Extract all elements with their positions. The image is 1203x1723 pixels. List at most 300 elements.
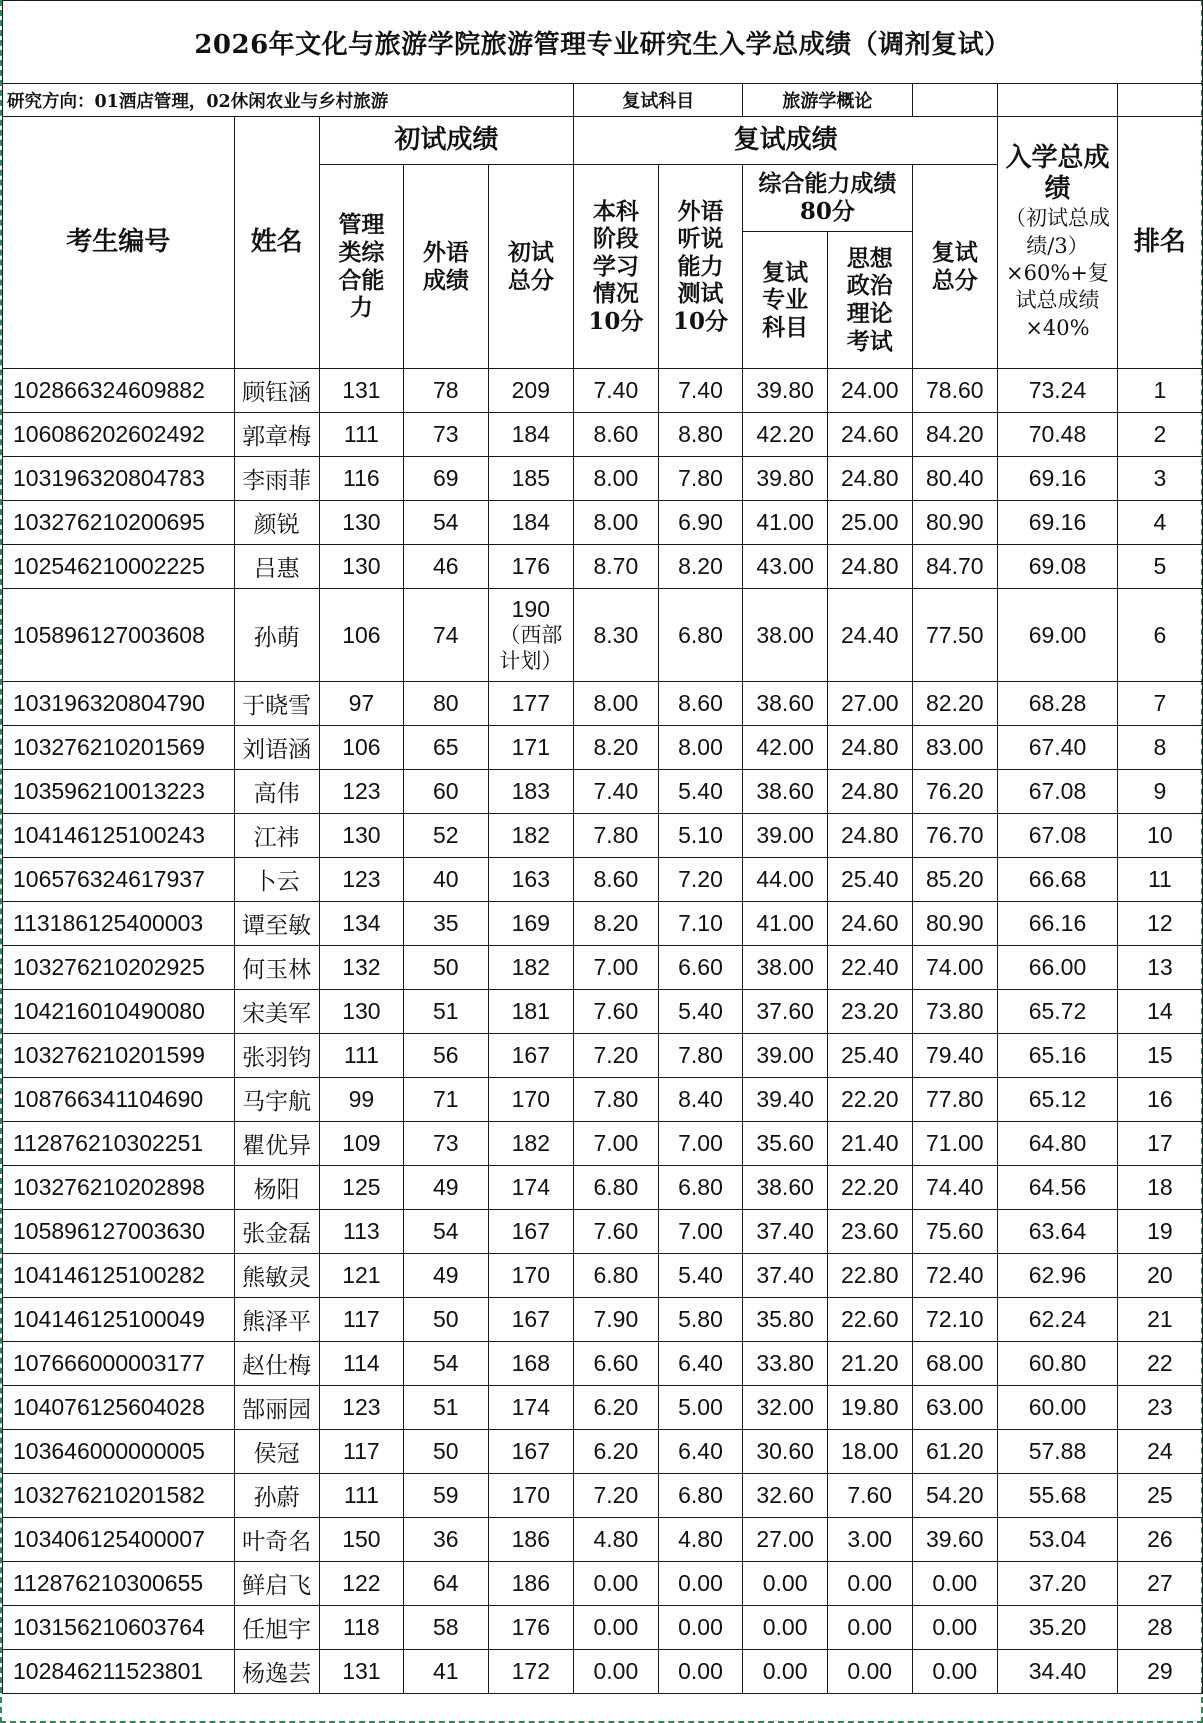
cell-major: 33.80	[743, 1342, 828, 1386]
cell-retest-total: 39.60	[912, 1518, 998, 1562]
cell-prelim-total	[488, 589, 574, 682]
cell-prelim-lang: 73	[404, 1122, 489, 1166]
cell-listening: 5.40	[658, 1254, 743, 1298]
cell-retest-total: 61.20	[912, 1430, 998, 1474]
cell-name: 吕惠	[234, 545, 319, 589]
cell-listening: 6.90	[658, 501, 743, 545]
table-row	[3, 1254, 1203, 1298]
table-row	[3, 1606, 1203, 1650]
cell-rank: 7	[1117, 682, 1202, 726]
cell-politics: 18.00	[827, 1430, 912, 1474]
cell-exam-id: 103196320804790	[3, 682, 235, 726]
cell-retest-total: 74.00	[912, 946, 998, 990]
cell-name: 宋美军	[234, 990, 319, 1034]
cell-retest-total: 76.70	[912, 814, 998, 858]
cell-admission-total: 53.04	[998, 1518, 1118, 1562]
cell-prelim-mgmt: 134	[319, 902, 403, 946]
cell-listening: 7.80	[658, 1034, 743, 1078]
cell-prelim-lang: 50	[404, 1430, 489, 1474]
header-undergrad: 本科阶段学习情况10分	[574, 165, 659, 369]
cell-exam-id: 102866324609882	[3, 369, 235, 413]
cell-name: 刘语涵	[234, 726, 319, 770]
cell-prelim-total: 184	[488, 413, 574, 457]
cell-rank: 11	[1117, 858, 1202, 902]
cell-retest-total: 84.20	[912, 413, 998, 457]
cell-undergrad: 6.80	[574, 1166, 659, 1210]
cell-undergrad: 6.80	[574, 1254, 659, 1298]
cell-prelim-lang: 50	[404, 1298, 489, 1342]
table-row	[3, 726, 1203, 770]
cell-undergrad: 8.60	[574, 413, 659, 457]
cell-exam-id: 106086202602492	[3, 413, 235, 457]
cell-rank: 12	[1117, 902, 1202, 946]
cell-prelim-mgmt: 123	[319, 770, 403, 814]
cell-name: 李雨菲	[234, 457, 319, 501]
table-row	[3, 1562, 1203, 1606]
cell-listening: 5.80	[658, 1298, 743, 1342]
cell-rank: 18	[1117, 1166, 1202, 1210]
cell-listening: 7.10	[658, 902, 743, 946]
cell-prelim-lang: 46	[404, 545, 489, 589]
cell-major: 37.40	[743, 1254, 828, 1298]
cell-admission-total: 66.68	[998, 858, 1118, 902]
cell-prelim-lang: 54	[404, 1210, 489, 1254]
cell-name: 谭至敏	[234, 902, 319, 946]
cell-undergrad: 7.00	[574, 946, 659, 990]
cell-prelim-mgmt: 130	[319, 545, 403, 589]
header-retest: 复试成绩	[574, 117, 998, 165]
cell-prelim-total: 167	[488, 1210, 574, 1254]
cell-rank: 15	[1117, 1034, 1202, 1078]
cell-listening: 5.40	[658, 990, 743, 1034]
cell-exam-id: 103276210202925	[3, 946, 235, 990]
cell-prelim-mgmt: 106	[319, 589, 403, 682]
cell-exam-id: 112876210302251	[3, 1122, 235, 1166]
cell-prelim-mgmt: 150	[319, 1518, 403, 1562]
cell-rank: 20	[1117, 1254, 1202, 1298]
cell-exam-id: 104146125100282	[3, 1254, 235, 1298]
cell-politics: 24.40	[827, 589, 912, 682]
cell-rank: 26	[1117, 1518, 1202, 1562]
cell-listening: 6.80	[658, 589, 743, 682]
cell-rank: 5	[1117, 545, 1202, 589]
cell-retest-total: 77.80	[912, 1078, 998, 1122]
cell-listening: 7.80	[658, 457, 743, 501]
cell-admission-total: 67.08	[998, 770, 1118, 814]
cell-name: 顾钰涵	[234, 369, 319, 413]
cell-listening: 7.40	[658, 369, 743, 413]
cell-prelim-mgmt: 111	[319, 1474, 403, 1518]
cell-politics: 23.60	[827, 1210, 912, 1254]
cell-admission-total: 73.24	[998, 369, 1118, 413]
cell-exam-id: 103276210201599	[3, 1034, 235, 1078]
cell-rank: 3	[1117, 457, 1202, 501]
cell-rank: 4	[1117, 501, 1202, 545]
table-row	[3, 990, 1203, 1034]
cell-prelim-lang: 35	[404, 902, 489, 946]
cell-prelim-lang: 51	[404, 990, 489, 1034]
prelim-note: （西部计划）	[499, 623, 563, 673]
cell-exam-id: 103596210013223	[3, 770, 235, 814]
cell-name: 鲜启飞	[234, 1562, 319, 1606]
cell-major: 35.60	[743, 1122, 828, 1166]
cell-listening: 0.00	[658, 1650, 743, 1694]
cell-prelim-lang: 58	[404, 1606, 489, 1650]
header-prelim-total: 初试总分	[488, 165, 574, 369]
header-comprehensive: 综合能力成绩80分	[743, 165, 912, 232]
cell-politics: 24.60	[827, 413, 912, 457]
table-row	[3, 501, 1203, 545]
cell-prelim-lang: 41	[404, 1650, 489, 1694]
cell-major: 38.60	[743, 770, 828, 814]
cell-undergrad: 8.00	[574, 501, 659, 545]
cell-exam-id: 103646000000005	[3, 1430, 235, 1474]
cell-rank: 25	[1117, 1474, 1202, 1518]
cell-major: 42.20	[743, 413, 828, 457]
cell-major: 43.00	[743, 545, 828, 589]
cell-prelim-lang: 50	[404, 946, 489, 990]
cell-undergrad: 6.20	[574, 1386, 659, 1430]
cell-undergrad: 7.40	[574, 770, 659, 814]
cell-retest-total: 78.60	[912, 369, 998, 413]
cell-listening: 7.00	[658, 1210, 743, 1254]
cell-prelim-mgmt: 118	[319, 1606, 403, 1650]
cell-politics: 21.20	[827, 1342, 912, 1386]
cell-listening: 5.10	[658, 814, 743, 858]
cell-retest-total: 0.00	[912, 1650, 998, 1694]
cell-name: 叶奇名	[234, 1518, 319, 1562]
header-retest-total: 复试总分	[912, 165, 998, 369]
cell-undergrad: 8.20	[574, 902, 659, 946]
cell-prelim-mgmt: 97	[319, 682, 403, 726]
cell-politics: 25.40	[827, 1034, 912, 1078]
cell-retest-total: 0.00	[912, 1562, 998, 1606]
cell-major: 41.00	[743, 501, 828, 545]
cell-retest-total: 71.00	[912, 1122, 998, 1166]
cell-prelim-lang: 54	[404, 501, 489, 545]
cell-prelim-mgmt: 130	[319, 814, 403, 858]
cell-prelim-mgmt: 114	[319, 1342, 403, 1386]
cell-undergrad: 6.60	[574, 1342, 659, 1386]
cell-admission-total: 63.64	[998, 1210, 1118, 1254]
header-id: 考生编号	[3, 117, 235, 369]
cell-politics: 22.80	[827, 1254, 912, 1298]
cell-rank: 6	[1117, 589, 1202, 682]
cell-admission-total: 69.16	[998, 457, 1118, 501]
cell-retest-total: 72.40	[912, 1254, 998, 1298]
cell-undergrad: 0.00	[574, 1606, 659, 1650]
cell-major: 37.40	[743, 1210, 828, 1254]
cell-admission-total: 62.24	[998, 1298, 1118, 1342]
cell-prelim-total: 167	[488, 1034, 574, 1078]
cell-prelim-total: 170	[488, 1078, 574, 1122]
cell-listening: 8.40	[658, 1078, 743, 1122]
cell-prelim-mgmt: 121	[319, 1254, 403, 1298]
cell-politics: 24.80	[827, 770, 912, 814]
cell-exam-id: 102846211523801	[3, 1650, 235, 1694]
table-row	[3, 1034, 1203, 1078]
header-listening: 外语听说能力测试10分	[658, 165, 743, 369]
cell-listening: 6.60	[658, 946, 743, 990]
empty-meta-cell	[912, 84, 998, 117]
cell-exam-id: 104216010490080	[3, 990, 235, 1034]
cell-prelim-lang: 40	[404, 858, 489, 902]
cell-major: 37.60	[743, 990, 828, 1034]
cell-politics: 3.00	[827, 1518, 912, 1562]
cell-name: 杨阳	[234, 1166, 319, 1210]
cell-rank: 28	[1117, 1606, 1202, 1650]
cell-rank: 23	[1117, 1386, 1202, 1430]
cell-exam-id: 106576324617937	[3, 858, 235, 902]
cell-undergrad: 7.60	[574, 990, 659, 1034]
table-row	[3, 589, 1203, 682]
cell-name: 杨逸芸	[234, 1650, 319, 1694]
cell-prelim-mgmt: 131	[319, 1650, 403, 1694]
cell-prelim-total: 182	[488, 1122, 574, 1166]
cell-prelim-total: 209	[488, 369, 574, 413]
cell-prelim-total: 170	[488, 1254, 574, 1298]
table-row	[3, 1474, 1203, 1518]
cell-admission-total: 65.72	[998, 990, 1118, 1034]
prelim-total-value: 190	[511, 596, 551, 623]
cell-listening: 4.80	[658, 1518, 743, 1562]
cell-retest-total: 80.40	[912, 457, 998, 501]
cell-exam-id: 103156210603764	[3, 1606, 235, 1650]
cell-prelim-total: 174	[488, 1166, 574, 1210]
cell-prelim-mgmt: 117	[319, 1298, 403, 1342]
cell-admission-total: 62.96	[998, 1254, 1118, 1298]
header-name: 姓名	[234, 117, 319, 369]
cell-listening: 7.00	[658, 1122, 743, 1166]
cell-prelim-total: 174	[488, 1386, 574, 1430]
cell-admission-total: 68.28	[998, 682, 1118, 726]
cell-retest-total: 68.00	[912, 1342, 998, 1386]
cell-name: 任旭宇	[234, 1606, 319, 1650]
cell-prelim-total: 169	[488, 902, 574, 946]
cell-prelim-total: 181	[488, 990, 574, 1034]
cell-undergrad: 8.30	[574, 589, 659, 682]
cell-undergrad: 8.20	[574, 726, 659, 770]
cell-rank: 22	[1117, 1342, 1202, 1386]
cell-prelim-lang: 59	[404, 1474, 489, 1518]
cell-name: 孙蔚	[234, 1474, 319, 1518]
cell-retest-total: 82.20	[912, 682, 998, 726]
cell-rank: 29	[1117, 1650, 1202, 1694]
cell-prelim-total: 186	[488, 1518, 574, 1562]
cell-admission-total: 69.16	[998, 501, 1118, 545]
cell-prelim-lang: 52	[404, 814, 489, 858]
cell-major: 39.80	[743, 457, 828, 501]
cell-listening: 6.40	[658, 1430, 743, 1474]
cell-prelim-mgmt: 130	[319, 990, 403, 1034]
cell-politics: 23.20	[827, 990, 912, 1034]
cell-politics: 27.00	[827, 682, 912, 726]
cell-listening: 6.80	[658, 1474, 743, 1518]
cell-prelim-lang: 64	[404, 1562, 489, 1606]
cell-politics: 24.00	[827, 369, 912, 413]
cell-rank: 21	[1117, 1298, 1202, 1342]
cell-prelim-mgmt: 125	[319, 1166, 403, 1210]
cell-prelim-mgmt: 111	[319, 413, 403, 457]
cell-exam-id: 112876210300655	[3, 1562, 235, 1606]
empty-meta-cell	[1117, 84, 1202, 117]
table-row	[3, 545, 1203, 589]
header-admission	[998, 117, 1118, 369]
cell-undergrad: 7.80	[574, 1078, 659, 1122]
cell-politics: 22.20	[827, 1078, 912, 1122]
cell-admission-total: 64.56	[998, 1166, 1118, 1210]
cell-politics: 24.80	[827, 545, 912, 589]
cell-prelim-total: 167	[488, 1430, 574, 1474]
cell-undergrad: 7.60	[574, 1210, 659, 1254]
cell-exam-id: 103276210201569	[3, 726, 235, 770]
cell-rank: 2	[1117, 413, 1202, 457]
cell-major: 41.00	[743, 902, 828, 946]
score-table	[2, 0, 1203, 1694]
cell-prelim-lang: 78	[404, 369, 489, 413]
cell-politics: 24.60	[827, 902, 912, 946]
cell-prelim-lang: 69	[404, 457, 489, 501]
cell-rank: 10	[1117, 814, 1202, 858]
cell-exam-id: 104146125100049	[3, 1298, 235, 1342]
cell-retest-total: 54.20	[912, 1474, 998, 1518]
cell-name: 熊泽平	[234, 1298, 319, 1342]
cell-exam-id: 113186125400003	[3, 902, 235, 946]
cell-listening: 0.00	[658, 1562, 743, 1606]
cell-undergrad: 8.70	[574, 545, 659, 589]
cell-prelim-total: 183	[488, 770, 574, 814]
cell-prelim-mgmt: 111	[319, 1034, 403, 1078]
cell-exam-id: 102546210002225	[3, 545, 235, 589]
cell-undergrad: 8.00	[574, 682, 659, 726]
cell-politics: 0.00	[827, 1562, 912, 1606]
cell-rank: 13	[1117, 946, 1202, 990]
cell-retest-total: 79.40	[912, 1034, 998, 1078]
cell-exam-id: 104146125100243	[3, 814, 235, 858]
cell-prelim-mgmt: 130	[319, 501, 403, 545]
cell-retest-total: 85.20	[912, 858, 998, 902]
cell-major: 39.00	[743, 1034, 828, 1078]
cell-rank: 9	[1117, 770, 1202, 814]
cell-prelim-lang: 65	[404, 726, 489, 770]
cell-prelim-mgmt: 117	[319, 1430, 403, 1474]
cell-undergrad: 6.20	[574, 1430, 659, 1474]
cell-exam-id: 108766341104690	[3, 1078, 235, 1122]
table-row	[3, 413, 1203, 457]
cell-exam-id: 103276210202898	[3, 1166, 235, 1210]
cell-admission-total: 69.00	[998, 589, 1118, 682]
cell-listening: 8.60	[658, 682, 743, 726]
cell-undergrad: 8.00	[574, 457, 659, 501]
cell-exam-id: 104076125604028	[3, 1386, 235, 1430]
cell-prelim-lang: 80	[404, 682, 489, 726]
cell-politics: 25.00	[827, 501, 912, 545]
cell-name: 颜锐	[234, 501, 319, 545]
cell-major: 35.80	[743, 1298, 828, 1342]
retest-subject-value: 旅游学概论	[743, 84, 912, 117]
cell-prelim-mgmt: 123	[319, 858, 403, 902]
cell-undergrad: 7.20	[574, 1034, 659, 1078]
cell-rank: 14	[1117, 990, 1202, 1034]
cell-prelim-total: 163	[488, 858, 574, 902]
cell-retest-total: 83.00	[912, 726, 998, 770]
table-row	[3, 682, 1203, 726]
cell-retest-total: 80.90	[912, 902, 998, 946]
cell-major: 27.00	[743, 1518, 828, 1562]
table-row	[3, 946, 1203, 990]
cell-prelim-lang: 71	[404, 1078, 489, 1122]
cell-name: 江祎	[234, 814, 319, 858]
cell-undergrad: 7.00	[574, 1122, 659, 1166]
cell-prelim-total: 177	[488, 682, 574, 726]
cell-listening: 5.40	[658, 770, 743, 814]
cell-undergrad: 7.90	[574, 1298, 659, 1342]
cell-prelim-total: 176	[488, 545, 574, 589]
table-row	[3, 1518, 1203, 1562]
cell-prelim-lang: 73	[404, 413, 489, 457]
cell-politics: 0.00	[827, 1650, 912, 1694]
cell-major: 0.00	[743, 1650, 828, 1694]
cell-admission-total: 67.40	[998, 726, 1118, 770]
cell-name: 高伟	[234, 770, 319, 814]
cell-name: 卜云	[234, 858, 319, 902]
table-row	[3, 1430, 1203, 1474]
cell-prelim-lang: 60	[404, 770, 489, 814]
cell-name: 张羽钧	[234, 1034, 319, 1078]
cell-name: 马宇航	[234, 1078, 319, 1122]
cell-major: 44.00	[743, 858, 828, 902]
cell-exam-id: 103276210200695	[3, 501, 235, 545]
cell-politics: 24.80	[827, 814, 912, 858]
cell-admission-total: 60.00	[998, 1386, 1118, 1430]
cell-listening: 0.00	[658, 1606, 743, 1650]
cell-retest-total: 74.40	[912, 1166, 998, 1210]
cell-politics: 7.60	[827, 1474, 912, 1518]
cell-politics: 25.40	[827, 858, 912, 902]
cell-undergrad: 0.00	[574, 1650, 659, 1694]
header-prelim: 初试成绩	[319, 117, 573, 165]
table-row	[3, 814, 1203, 858]
cell-retest-total: 77.50	[912, 589, 998, 682]
table-row	[3, 1210, 1203, 1254]
table-row	[3, 770, 1203, 814]
research-direction: 研究方向：01酒店管理，02休闲农业与乡村旅游	[3, 84, 574, 117]
cell-retest-total: 72.10	[912, 1298, 998, 1342]
header-rank: 排名	[1117, 117, 1202, 369]
cell-rank: 24	[1117, 1430, 1202, 1474]
cell-admission-total: 37.20	[998, 1562, 1118, 1606]
cell-undergrad: 0.00	[574, 1562, 659, 1606]
cell-listening: 6.80	[658, 1166, 743, 1210]
cell-listening: 8.20	[658, 545, 743, 589]
cell-exam-id: 105896127003630	[3, 1210, 235, 1254]
cell-retest-total: 73.80	[912, 990, 998, 1034]
table-row	[3, 369, 1203, 413]
cell-major: 38.60	[743, 1166, 828, 1210]
table-row	[3, 1078, 1203, 1122]
cell-admission-total: 55.68	[998, 1474, 1118, 1518]
cell-listening: 8.00	[658, 726, 743, 770]
cell-undergrad: 4.80	[574, 1518, 659, 1562]
cell-prelim-total: 186	[488, 1562, 574, 1606]
cell-prelim-lang: 56	[404, 1034, 489, 1078]
table-row	[3, 1166, 1203, 1210]
cell-prelim-total: 168	[488, 1342, 574, 1386]
cell-prelim-lang: 54	[404, 1342, 489, 1386]
cell-rank: 16	[1117, 1078, 1202, 1122]
table-row	[3, 1122, 1203, 1166]
cell-prelim-mgmt: 99	[319, 1078, 403, 1122]
